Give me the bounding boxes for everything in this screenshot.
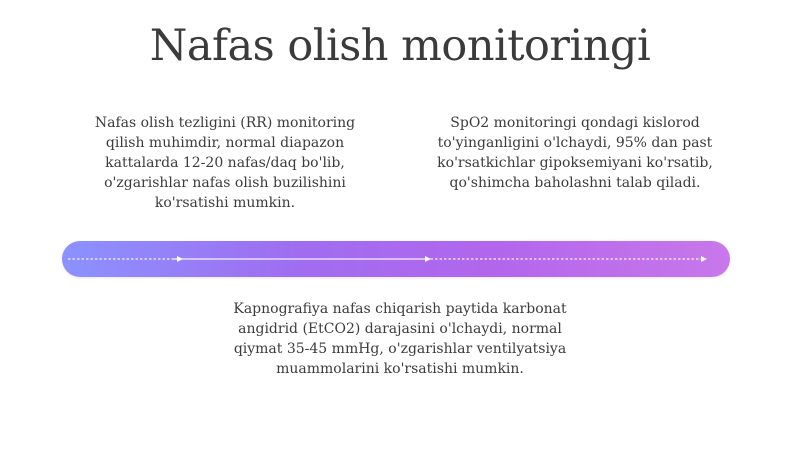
timeline-marker-3 [701, 256, 707, 262]
timeline-marker-1 [177, 256, 183, 262]
slide-title: Nafas olish monitoringi [149, 21, 651, 71]
spo2-text: SpO2 monitoringi qondagi kislorod to'yinganligini o'lchaydi, 95% dan past ko'rsatkichlar gipoksemiyani ko'rsatib, qo'shimcha baholashni talab qiladi. [437, 115, 713, 191]
timeline-line [62, 241, 730, 277]
timeline-marker-2 [425, 256, 431, 262]
capnography-text: Kapnografiya nafas chiqarish paytida karbonat angidrid (EtCO2) darajasini o'lchaydi, normal qiymat 35-45 mmHg, o'zgarishlar ventilyatsiya muammolarini ko'rsatishi mumkin. [233, 301, 567, 377]
timeline-bar [62, 241, 730, 277]
respiratory-rate-text: Nafas olish tezligini (RR) monitoring qilish muhimdir, normal diapazon kattalarda 12-20 nafas/daq bo'lib, o'zgarishlar nafas olish buzilishini ko'rsatishi mumkin. [94, 115, 356, 211]
